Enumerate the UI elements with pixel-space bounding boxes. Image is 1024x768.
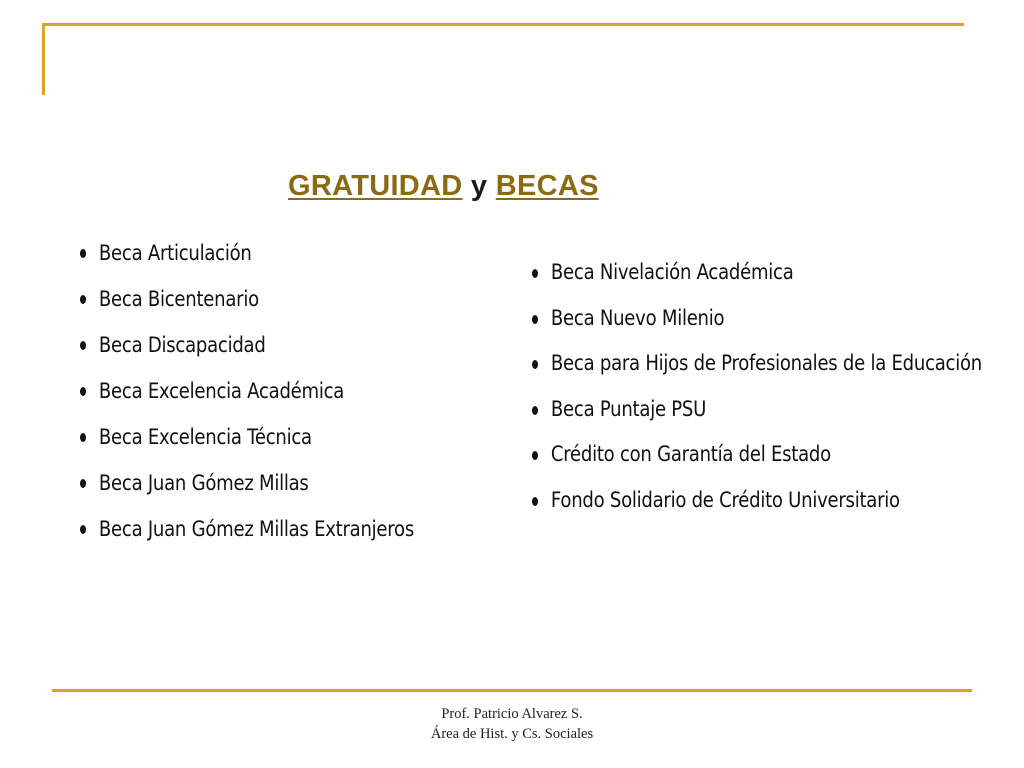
- list-item: Beca Discapacidad: [80, 322, 414, 368]
- footer-department: Área de Hist. y Cs. Sociales: [430, 726, 594, 742]
- list-item: Beca Juan Gómez Millas Extranjeros: [80, 506, 414, 552]
- list-item: Beca Juan Gómez Millas: [80, 460, 414, 506]
- footer-author: Prof. Patricio Alvarez S.: [441, 706, 583, 722]
- scholarship-list-right: [532, 250, 982, 523]
- footer-credit: [362, 704, 662, 744]
- gratuidad-link[interactable]: GRATUIDAD: [288, 170, 463, 202]
- title-connector: y: [462, 170, 496, 202]
- list-item: Beca Bicentenario: [80, 276, 414, 322]
- list-item: Crédito con Garantía del Estado: [532, 432, 982, 478]
- list-item: Beca Puntaje PSU: [532, 387, 982, 433]
- list-item: Beca Articulación: [80, 230, 414, 276]
- scholarship-list-left: [80, 230, 414, 552]
- list-item: Beca para Hijos de Profesionales de la Educación: [532, 341, 982, 387]
- slide-title: [288, 170, 599, 214]
- list-item: Beca Excelencia Académica: [80, 368, 414, 414]
- frame-left-rule: [42, 23, 45, 95]
- list-item: Beca Excelencia Técnica: [80, 414, 414, 460]
- becas-link[interactable]: BECAS: [495, 170, 599, 202]
- list-item: Fondo Solidario de Crédito Universitario: [532, 478, 982, 524]
- frame-top-rule: [42, 23, 964, 26]
- footer-rule: [52, 689, 972, 692]
- list-item: Beca Nivelación Académica: [532, 250, 982, 296]
- list-item: Beca Nuevo Milenio: [532, 296, 982, 342]
